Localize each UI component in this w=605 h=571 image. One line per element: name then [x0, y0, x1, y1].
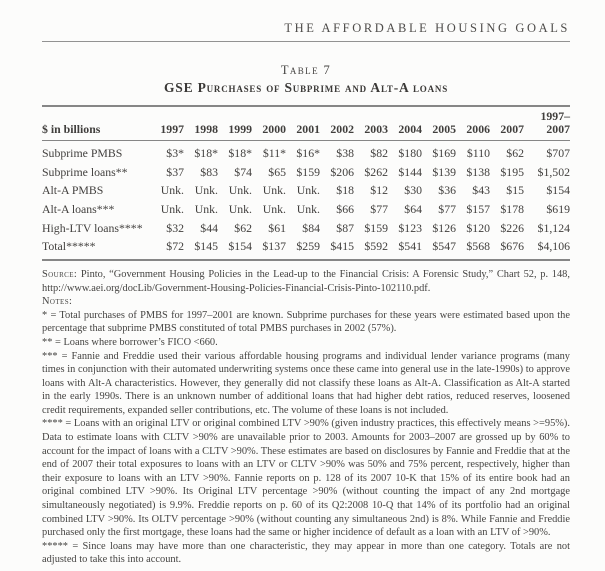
table-cell: $36 — [438, 183, 456, 198]
table-cell: $84 — [302, 220, 320, 235]
table-cell: $110 — [466, 146, 490, 160]
table-cell: $62 — [506, 146, 524, 160]
table-cell: $12 — [370, 183, 388, 198]
running-head: THE AFFORDABLE HOUSING GOALS — [42, 21, 570, 42]
table-cell: Unk. — [160, 202, 184, 217]
table-cell: $1,124 — [537, 220, 570, 235]
table-cell: $619 — [546, 202, 570, 217]
table-row — [42, 219, 570, 238]
row-label: High-LTV loans**** — [42, 220, 143, 235]
table-cell: $44 — [200, 220, 218, 235]
table-cell: $18* — [194, 146, 218, 160]
table-cell: $169 — [432, 146, 456, 160]
table-cell: $123 — [398, 220, 422, 235]
table-cell: $3* — [166, 146, 184, 160]
table-cell: $154 — [546, 183, 570, 198]
column-header-year: 2001 — [286, 106, 320, 141]
notes-section — [42, 268, 570, 567]
table-cell: $541 — [398, 239, 422, 254]
table-cell: $226 — [500, 220, 524, 235]
column-header-year: 2002 — [320, 106, 354, 141]
table-cell: $1,502 — [537, 164, 570, 179]
table-cell: $82 — [370, 146, 388, 160]
table-cell: $4,106 — [537, 239, 570, 254]
column-header-total-period — [524, 106, 570, 141]
table-cell: $139 — [432, 164, 456, 179]
row-label: Alt-A loans*** — [42, 202, 115, 217]
row-label: Subprime loans** — [42, 164, 128, 179]
row-label: Alt-A PMBS — [42, 183, 104, 198]
note-item: ** = Loans where borrower’s FICO <660. — [42, 336, 218, 348]
table-cell: $72 — [166, 239, 184, 254]
table-cell: $16* — [296, 146, 320, 160]
table-cell: Unk. — [262, 202, 286, 217]
table-cell: Unk. — [228, 183, 252, 198]
column-header-year: 1997 — [150, 106, 184, 141]
table-cell: $43 — [472, 183, 490, 198]
table-cell: $262 — [364, 164, 388, 179]
source-label: Source: — [42, 268, 78, 280]
table-cell: Unk. — [194, 202, 218, 217]
table-cell: $159 — [364, 220, 388, 235]
table-cell: Unk. — [194, 183, 218, 198]
table-row — [42, 200, 570, 219]
column-header-year: 2003 — [354, 106, 388, 141]
table-cell: $159 — [296, 164, 320, 179]
table-cell: $66 — [336, 202, 354, 217]
table-cell: $137 — [262, 239, 286, 254]
table-cell: $11* — [262, 146, 286, 160]
column-header-year: 2000 — [252, 106, 286, 141]
total-period-line2: 2007 — [546, 122, 570, 136]
table-cell: Unk. — [296, 202, 320, 217]
table-cell: $32 — [166, 220, 184, 235]
notes-label: Notes: — [42, 296, 73, 308]
note-item: **** = Loans with an original LTV or original combined LTV >90% (given industry practices, this effectively means >=95%). Data to estimate loans with CLTV >90% are unavailable prior to 2003. Amounts for 2003–2007 are grossed up by 60% to account for the impact of loans with a CLTV >90%. These estimates are based on disclosures by Fannie and Freddie that at the end of 2007 their total exposures to loans with an LTV or CLTV >90% was 50% and 75% percent, respectively, higher than their exposure to loans with an LTV >90%. Fannie reports on p. 128 of its 2007 10-K that 15% of its entire book had an original combined LTV >90%. Its Original LTV percentage >90% (without counting the impact of any 2nd mortgage simultaneously negotiated) is 9.9%. Freddie reports on p. 60 of its Q2:2008 10-Q that 14% of its portfolio had an original combined LTV >90%. Its OLTV percentage >90% (without counting any simultaneous 2nd) is 8%. While Fannie and Freddie purchased only the first mortgage, these loans had the same or higher incidence of default as a loan with an LTV of >90%. — [42, 418, 570, 539]
table-cell: $74 — [234, 164, 252, 179]
table-cell: Unk. — [262, 183, 286, 198]
table-cell: $38 — [336, 146, 354, 160]
table-row — [42, 163, 570, 182]
table-cell: $138 — [466, 164, 490, 179]
column-header-year: 2006 — [456, 106, 490, 141]
table-cell: $30 — [404, 183, 422, 198]
table-cell: $120 — [466, 220, 490, 235]
table-cell: Unk. — [228, 202, 252, 217]
unit-label: $ in billions — [42, 106, 150, 141]
table-cell: $178 — [500, 202, 524, 217]
table-cell: $77 — [370, 202, 388, 217]
data-table — [42, 105, 570, 261]
column-header-year: 1999 — [218, 106, 252, 141]
table-cell: $64 — [404, 202, 422, 217]
table-cell: $157 — [466, 202, 490, 217]
table-cell: $415 — [330, 239, 354, 254]
table-title: GSE Purchases of Subprime and Alt-A loans — [163, 80, 449, 95]
table-cell: $77 — [438, 202, 456, 217]
table-cell: $144 — [398, 164, 422, 179]
table-row — [42, 238, 570, 260]
table-body — [42, 141, 570, 260]
table-row — [42, 182, 570, 201]
table-cell: $547 — [432, 239, 456, 254]
note-item: * = Total purchases of PMBS for 1997–2001 are known. Subprime purchases for these years were estimated based upon the percentage that subprime PMBS constituted of total PMBS purchases in 2002 (57%). — [42, 309, 570, 335]
table-number: Table 7 — [280, 63, 332, 77]
table-cell: $62 — [234, 220, 252, 235]
table-cell: $61 — [268, 220, 286, 235]
table-caption — [42, 63, 570, 96]
table-cell: $592 — [364, 239, 388, 254]
source-line — [42, 268, 570, 295]
table-cell: $195 — [500, 164, 524, 179]
table-cell: $83 — [200, 164, 218, 179]
table-row — [42, 141, 570, 164]
source-url: http://www.aei.org/docLib/Government-Housing-Policies-Financial-Crisis-Pinto-102110.pdf. — [42, 282, 431, 294]
column-header-year: 2007 — [490, 106, 524, 141]
table-cell: $18 — [336, 183, 354, 198]
table-cell: $259 — [296, 239, 320, 254]
row-label: Subprime PMBS — [42, 146, 123, 160]
table-cell: $37 — [166, 164, 184, 179]
table-cell: $676 — [500, 239, 524, 254]
column-header-year: 2005 — [422, 106, 456, 141]
source-text: Pinto, “Government Housing Policies in the Lead-up to the Financial Crisis: A Forensic Study,” Chart 52, p. 148, — [80, 268, 570, 280]
table-cell: Unk. — [296, 183, 320, 198]
table-cell: $154 — [228, 239, 252, 254]
total-period-line1: 1997– — [540, 109, 570, 123]
table-cell: Unk. — [160, 183, 184, 198]
table-cell: $568 — [466, 239, 490, 254]
table-cell: $145 — [194, 239, 218, 254]
note-item: ***** = Since loans may have more than one characteristic, they may appear in more than one category. Totals are not adjusted to take this into account. — [42, 540, 570, 566]
table-cell: $65 — [268, 164, 286, 179]
column-header-year: 2004 — [388, 106, 422, 141]
row-label: Total***** — [42, 239, 96, 254]
note-item: *** = Fannie and Freddie used their various affordable housing programs and individual lender variance programs (many times in conjunction with their automated underwriting systems once these came into general use in the late-1990s) to approve loans with Alt-A characteristics. However, they generally did not classify these loans as Alt-A. Classification as Alt-A started in the early 1990s. There is an unknown number of additional loans that had higher debt ratios, reduced reserves, loosened credit requirements, expanded seller contributions, etc. The volume of these loans is not included. — [42, 350, 570, 416]
table-cell: $15 — [506, 183, 524, 198]
table-cell: $87 — [336, 220, 354, 235]
column-header-year: 1998 — [184, 106, 218, 141]
table-cell: $707 — [546, 146, 570, 160]
table-cell: $180 — [398, 146, 422, 160]
table-cell: $18* — [228, 146, 252, 160]
table-header-row — [42, 106, 570, 141]
table-cell: $206 — [330, 164, 354, 179]
table-cell: $126 — [432, 220, 456, 235]
